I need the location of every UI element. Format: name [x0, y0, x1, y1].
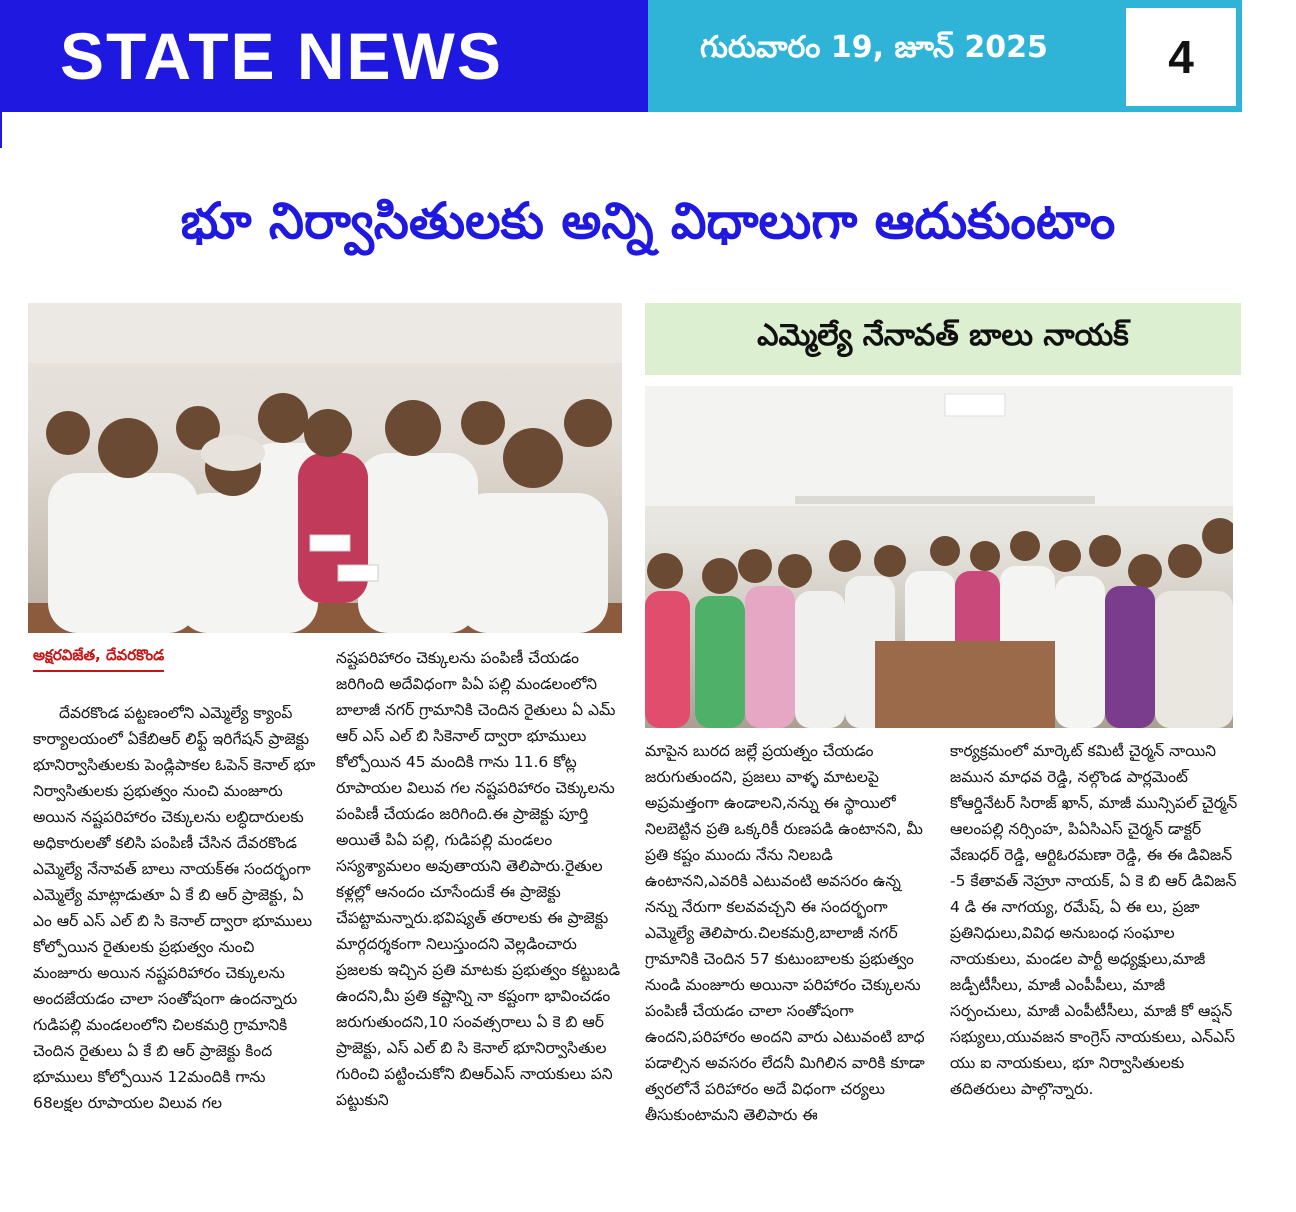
article-column-3: మాపైన బురద జల్లే ప్రయత్నం చేయడం జరుగుతుందని, ప్రజలు వాళ్ళ మాటలపై అప్రమత్తంగా ఉండాలని,నన్ను ఈ స్థాయిలో నిలబెట్టిన ప్రతి ఒక్కరికీ రుణపడి ఉంటానని, మీ ప్రతి కష్టం ముందు నేను నిలబడి ఉంటానని,ఎవరికి ఎటువంటి అవసరం ఉన్న నన్ను నేరుగా కలవవచ్చని ఈ సందర్భంగా ఎమ్మెల్యే తెలిపారు.చిలకమర్రి,బాలాజీ నగర్ గ్రామానికి చెందిన 57 కుటుంబాలకు ప్రభుత్వం నుండి మంజూరు అయినా పరిహారం చెక్కులను పంపిణీ చేయడం చాలా సంతోషంగా ఉందని,పరిహారం అందని వారు ఎటువంటి బాధ పడాల్సిన అవసరం లేదనీ మిగిలిన వారికి కూడా త్వరలోనే పరిహారం అదే విధంగా చర్యలు తీసుకుంటామని తెలిపారు ఈ: [645, 742, 925, 1124]
masthead-title-banner: [0, 0, 648, 112]
issue-date: గురువారం 19, జూన్ 2025: [700, 30, 1048, 65]
news-photo-cheque-handover: [28, 303, 622, 633]
photo-illustration: [28, 303, 622, 633]
article-column-1: దేవరకొండ పట్టణంలోని ఎమ్మెల్యే క్యాంప్ కార్యాలయంలో ఏకేబిఆర్ లిఫ్ట్ ఇరిగేషన్ ప్రాజెక్టు భూనిర్వాసితులకు పెండ్లిపాకల ఓపెన్ కెనాల్ భూ నిర్వాసితులకు ప్రభుత్వం నుంచి మంజూరు అయిన నష్టపరిహారం చెక్కులను లబ్ధిదారులకు అధికారులతో కలిసి పంపిణీ చేసిన దేవరకొండ ఎమ్మెల్యే నేనావత్ బాలు నాయక్ఈ సందర్భంగా ఎమ్మెల్యే మాట్లాడుతూ ఏ కే బి ఆర్ ప్రాజెక్టు, ఏ ఎం ఆర్ ఎస్ ఎల్ బి సి కెనాల్ ద్వారా భూములు కోల్పోయిన రైతులకు ప్రభుత్వం నుంచి మంజూరు అయిన నష్టపరిహారం చెక్కులను అందజేయడం చాలా సంతోషంగా ఉందన్నారు గుడిపల్లి మండలంలోని చిలకమర్రి గ్రామానికి చెందిన రైతులు ఏ కే బి ఆర్ ప్రాజెక్టు కింద భూములు కోల్పోయిన 12మందికి గాను 68లక్షల రూపాయల విలువ గల: [33, 704, 316, 1112]
headline: భూ నిర్వాసితులకు అన్ని విధాలుగా ఆదుకుంటాం: [180, 192, 1116, 250]
page-number: 4: [1126, 8, 1236, 106]
photo-illustration: [645, 386, 1233, 728]
news-photo-group-beneficiaries: [645, 386, 1233, 728]
left-rule: [0, 112, 2, 148]
article-column-2: నష్టపరిహారం చెక్కులను పంపిణీ చేయడం జరిగింది అదేవిధంగా పిఏ పల్లి మండలంలోని బాలాజీ నగర్ గ్రామానికి చెందిన రైతులు ఏ ఎమ్ ఆర్ ఎస్ ఎల్ బి సికెనాల్ ద్వారా భూములు కోల్పోయిన 45 మందికి గాను 11.6 కోట్ల రూపాయల విలువ గల నష్టపరిహారం చెక్కులను పంపిణీ చేయడం జరిగింది.ఈ ప్రాజెక్టు పూర్తి అయితే పిఏ పల్లి, గుడిపల్లి మండలం సస్యశ్యామలం అవుతాయని తెలిపారు.రైతుల కళ్లల్లో ఆనందం చూసేందుకే ఈ ప్రాజెక్టు చేపట్టామన్నారు.భవిష్యత్ తరాలకు ఈ ప్రాజెక్టు మార్గదర్శకంగా నిలుస్తుందని వెల్లడించారు ప్రజలకు ఇచ్చిన ప్రతి మాటకు ప్రభుత్వం కట్టుబడి ఉందని,మీ ప్రతి కష్టాన్ని నా కష్టంగా భావించడం జరుగుతుందని,10 సంవత్సరాలు ఏ కె బి ఆర్ ప్రాజెక్టు, ఎస్ ఎల్ బి సి కెనాల్ భూనిర్వాసితుల గురించి పట్టించుకోని బిఆర్ఎస్ నాయకులు పని పట్టుకుని: [336, 649, 621, 1109]
masthead-date-banner: [648, 0, 1242, 112]
byline: అక్షరవిజేత, దేవరకొండ: [33, 646, 164, 672]
masthead-title: STATE NEWS: [60, 19, 503, 93]
article-column-4: కార్యక్రమంలో మార్కెట్ కమిటీ చైర్మన్ నాయిని జమున మాధవ రెడ్డి, నల్గొండ పార్లమెంట్ కోఆర్డినేటర్ సిరాజ్ ఖాన్, మాజీ మున్సిపల్ చైర్మన్ ఆలంపల్లి నర్సింహ, పిఏసిఎస్ చైర్మన్ డాక్టర్ వేణుధర్ రెడ్డి, ఆర్టిఓరమణా రెడ్డి, ఈ ఈ డివిజన్ -5 కేతావత్ నెహ్రూ నాయక్, ఏ కె బి ఆర్ డివిజన్ 4 డి ఈ నాగయ్య, రమేష్, ఏ ఈ లు, ప్రజా ప్రతినిధులు,వివిధ అనుబంధ సంఘాల నాయకులు, మండల పార్టీ అధ్యక్షులు,మాజీ జడ్పీటీసీలు, మాజీ ఎంపీపీలు, మాజీ సర్పంచులు, మాజీ ఎంపీటీసీలు, మాజీ కో ఆప్షన్ సభ్యులు,యువజన కాంగ్రెస్ నాయకులు, ఎన్ఎస్ యు ఐ నాయకులు, భూ నిర్వాసితులకు తదితరులు పాల్గొన్నారు.: [950, 742, 1238, 1098]
subheadline: ఎమ్మెల్యే నేనావత్ బాలు నాయక్: [645, 303, 1241, 375]
